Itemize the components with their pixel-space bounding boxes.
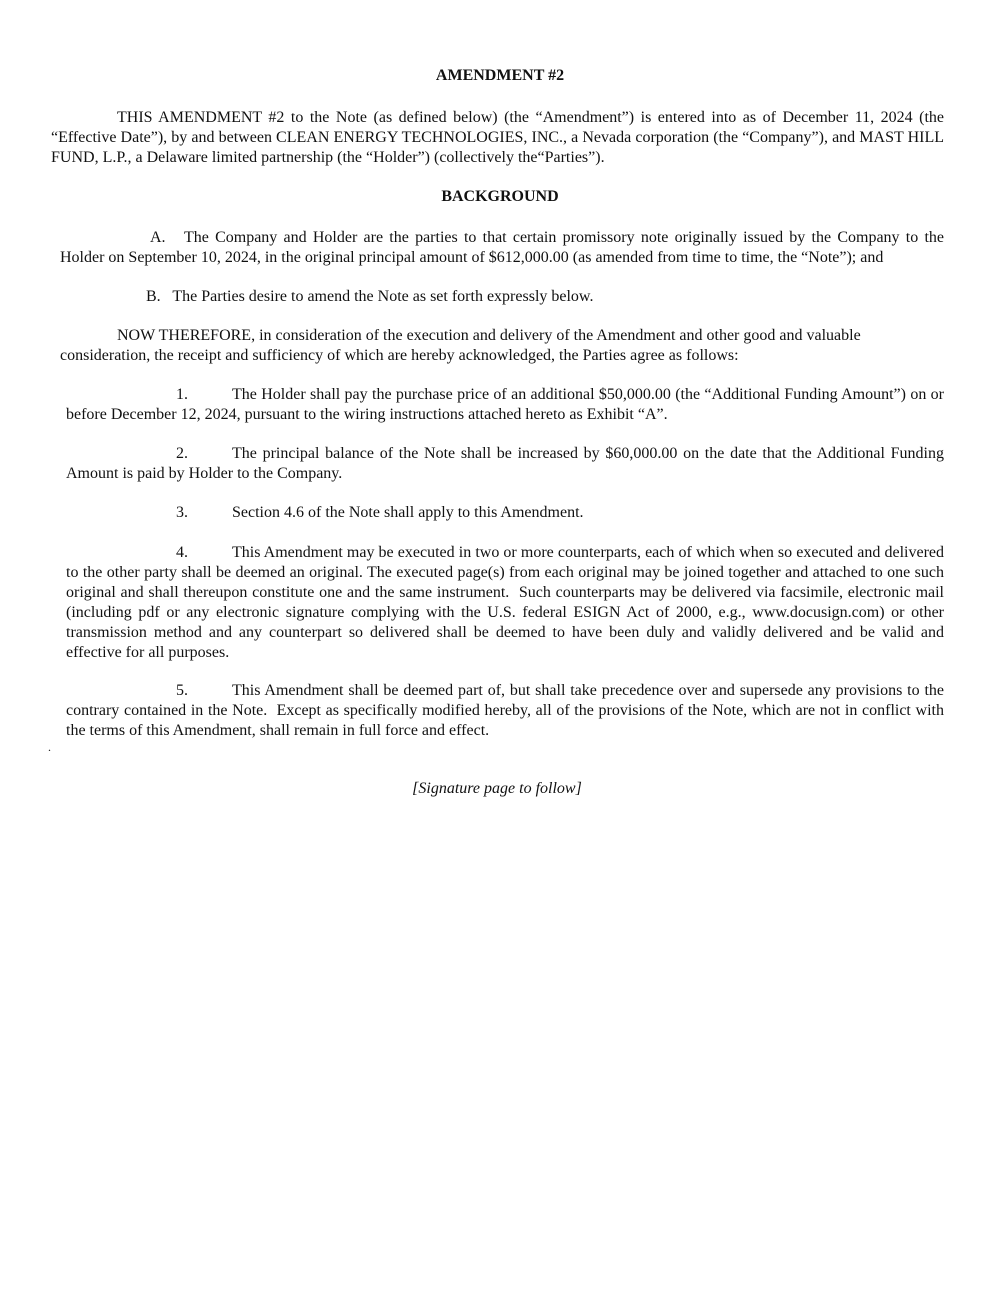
stray-mark: . (48, 740, 51, 754)
item-number: 4. (176, 544, 188, 561)
item-text: The principal balance of the Note shall be increased by $60,000.00 on the date that the Additional Funding Amount is paid by Holder to the Company. (66, 445, 944, 482)
item-number: 5. (176, 682, 188, 699)
item-text: This Amendment may be executed in two or more counterparts, each of which when so executed and delivered to the other party shall be deemed an original. The executed page(s) from each original may be joined together and attached to one such original and shall thereupon constitute one and the same instrument. Such counterparts may be delivered via facsimile, electronic mail (including pdf or any electronic signature complying with the U.S. federal ESIGN Act of 2000, e.g., www.docusign.com) or other transmission method and any counterpart so delivered shall be deemed to have been duly and validly delivered and be valid and effective for all purposes. (66, 544, 944, 661)
item-text: Section 4.6 of the Note shall apply to this Amendment. (232, 504, 584, 521)
numbered-item (66, 503, 944, 523)
background-clause-b: B. The Parties desire to amend the Note as set forth expressly below. (146, 288, 594, 305)
item-text: The Holder shall pay the purchase price of an additional $50,000.00 (the “Additional Funding Amount”) on or before December 12, 2024, pursuant to the wiring instructions attached hereto as Exhibit “A”. (66, 386, 944, 423)
intro-paragraph: THIS AMENDMENT #2 to the Note (as defined below) (the “Amendment”) is entered into as of December 11, 2024 (the “Effective Date”), by and between CLEAN ENERGY TECHNOLOGIES, INC., a Nevada corporation (the “Company”), and MAST HILL FUND, L.P., a Delaware limited partnership (the “Holder”) (collectively the“Parties”). (51, 109, 944, 166)
item-text: This Amendment shall be deemed part of, but shall take precedence over and supersede any provisions to the contrary contained in the Note. Except as specifically modified hereby, all of the provisions of the Note, which are not in conflict with the terms of this Amendment, shall remain in full force and effect. (66, 682, 944, 739)
numbered-item (66, 385, 944, 425)
background-heading: BACKGROUND (441, 188, 559, 205)
item-number: 3. (176, 504, 188, 521)
now-therefore-paragraph: NOW THEREFORE, in consideration of the execution and delivery of the Amendment and other good and valuable consideration, the receipt and sufficiency of which are hereby acknowledged, the Parties agree as follows: (60, 327, 861, 364)
numbered-item (66, 543, 944, 663)
item-number: 2. (176, 445, 188, 462)
signature-page-note: [Signature page to follow] (412, 780, 582, 797)
numbered-item (66, 681, 944, 741)
numbered-item (66, 444, 944, 484)
background-clause-a: A. The Company and Holder are the parties to that certain promissory note originally issued by the Company to the Holder on September 10, 2024, in the original principal amount of $612,000.00 (as amended from time to time, the “Note”); and (60, 229, 944, 266)
item-number: 1. (176, 386, 188, 403)
document-title: AMENDMENT #2 (435, 67, 565, 84)
